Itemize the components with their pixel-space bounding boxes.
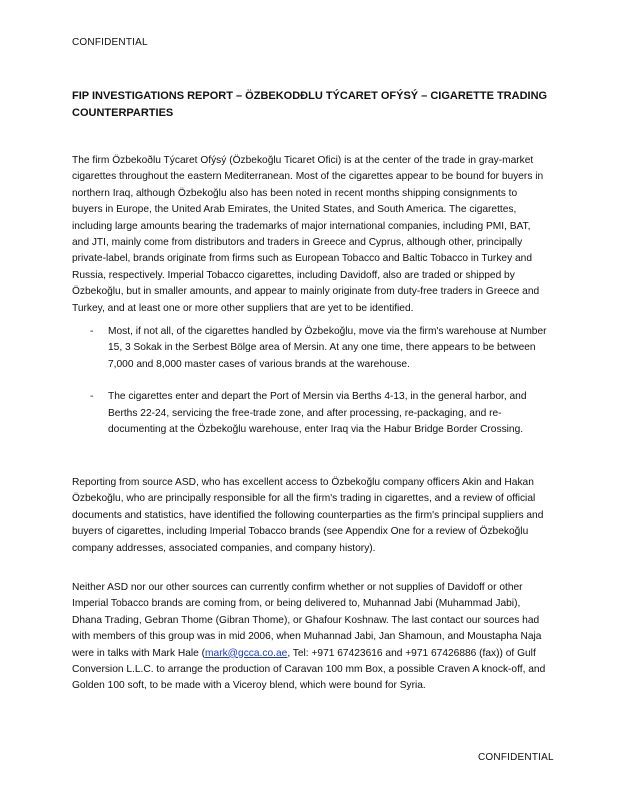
list-item [72,324,550,373]
bullet-list [72,324,550,454]
email-link[interactable]: mark@gcca.co.ae [205,647,288,659]
header-confidential: CONFIDENTIAL [72,37,148,48]
paragraph-contacts-text-1: Neither ASD nor our other sources can currently confirm whether or not supplies of Davidoff or other Imperial Tobacco brands are coming from, or being delivered to, Muhannad Jabi (Muhammad Jabi), Dhana Trading, Gebran Thome (Gibran Thome), or Ghafour Koshnaw. The last contact our sources had with members of this group was in mid 2006, when Muhannad Jabi, Jan Shamoun, and Moustapha Naja were in talks with Mark Hale ( [72,582,542,659]
bullet-dash: - [90,326,94,337]
bullet-text: Most, if not all, of the cigarettes handled by Özbekoğlu, move via the firm's warehouse at Number 15, 3 Sokak in the Serbest Bölge area of Mersin. At any one time, there appears to be between 7,000 and 8,000 master cases of various brands at the warehouse. [108,326,547,370]
paragraph-reporting: Reporting from source ASD, who has excellent access to Özbekoğlu company officers Akin and Hakan Özbekoğlu, who are principally responsible for all the firm's trading in cigarettes, and a review of official documents and statistics, have identified the following counterparties as the firm's principal suppliers and buyers of cigarettes, including Imperial Tobacco brands (see Appendix One for a review of Özbekoğlu company addresses, associated companies, and company history). [72,477,544,554]
bullet-dash: - [90,391,94,403]
paragraph-contacts-text-2: , Tel: +971 67423616 and +971 67426886 (fax)) of Gulf Conversion L.L.C. to arrange the production of Caravan 100 mm Box, a possible Craven A knock-off, and Golden 100 soft, to be made with a Viceroy blend, which were bound for Syria. [72,647,546,692]
report-title: FIP INVESTIGATIONS REPORT – ÖZBEKODĐLU TÝCARET OFÝSÝ – CIGARETTE TRADING COUNTERPARTIES [72,90,548,119]
bullet-text: The cigarettes enter and depart the Port of Mersin via Berths 4-13, in the general harbor, and Berths 22-24, servicing the free-trade zone, and after processing, re-packaging, and re-documenting at the Özbekoğlu warehouse, enter Iraq via the Habur Bridge Border Crossing. [108,391,527,436]
list-item [72,389,550,438]
paragraph-contacts [72,580,550,695]
footer-confidential: CONFIDENTIAL [478,752,554,763]
paragraph-intro: The firm Özbekoðlu Týcaret Ofýsý (Özbekoğlu Ticaret Ofici) is at the center of the trade in gray-market cigarettes throughout the eastern Mediterranean. Most of the cigarettes appear to be bound for buyers in northern Iraq, although Özbekoğlu also has been noted in recent months shipping consignments to buyers in Europe, the United Arab Emirates, the United States, and South America. The cigarettes, including large amounts bearing the trademarks of major international companies, including PMI, BAT, and JTI, mainly come from distributors and traders in Greece and Cyprus, although other, principally private-label, brands originate from firms such as European Tobacco and Baltic Tobacco in Turkey and Russia, respectively. Imperial Tobacco cigarettes, including Davidoff, also are traded or shipped by Özbekoğlu, but in smaller amounts, and appear to mainly originate from duty-free traders in Greece and Turkey, and at least one or more other suppliers that are yet to be identified. [72,155,544,314]
